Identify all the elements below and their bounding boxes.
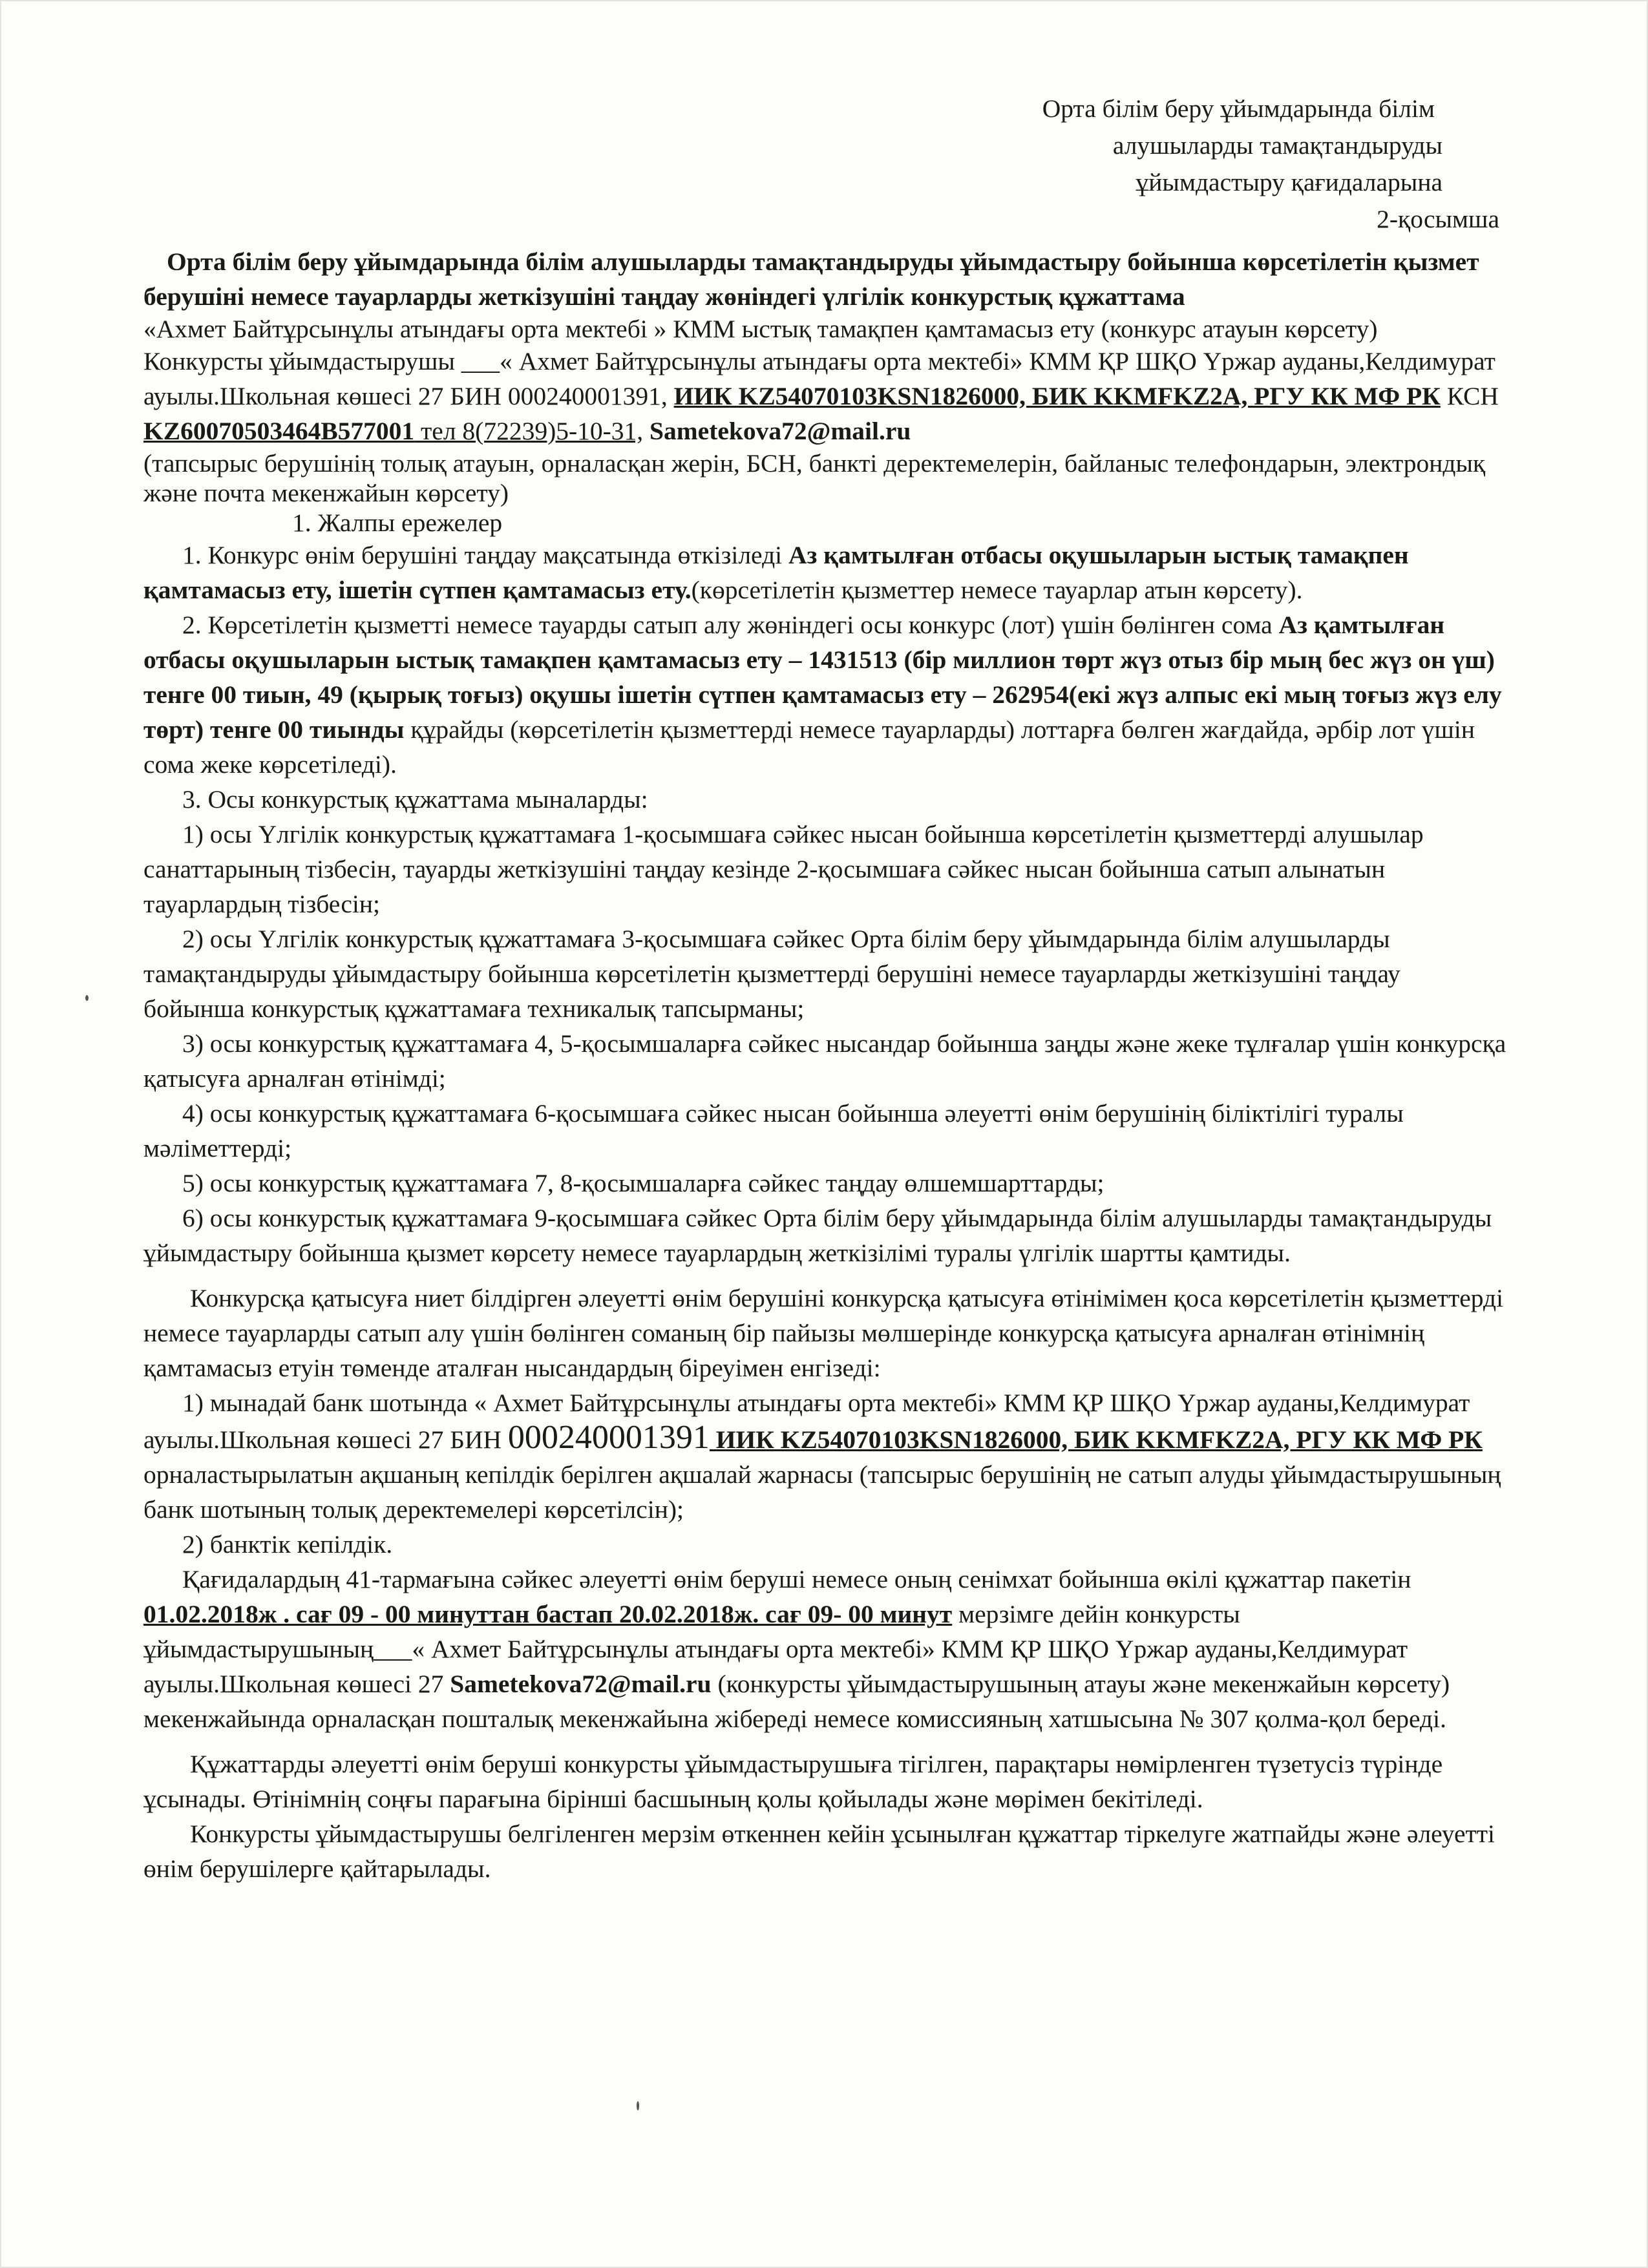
paragraph-1 [143, 538, 1507, 607]
annex-line-3: ұйымдастыру қағидаларына [1136, 168, 1442, 196]
paragraph-1-end: (көрсетілетін қызметтер немесе тауарлар атын көрсету). [691, 576, 1303, 604]
organizer-ksn-label: КСН [1440, 382, 1499, 410]
annex-line-2: алушыларды тамақтандыруды [1112, 131, 1442, 160]
organizer-bank-details: ИИК KZ54070103KSN1826000, БИК KKMFKZ2A, РГУ КК МФ РК [673, 382, 1441, 410]
paragraph-5-end: (конкурсты ұйымдастырушының атауы және мекенжайын көрсету) мекенжайында орналасқан пошталық мекенжайына жібереді немесе комиссияның хатшысына № 307 қолма-қол береді. [143, 1670, 1450, 1733]
submission-dates: 01.02.2018ж . сағ 09 - 00 минуттан бастап 20.02.2018ж. сағ 09- 00 минут [143, 1600, 953, 1628]
paragraph-7: Конкурсты ұйымдастырушы белгіленген мерзім өткеннен кейін ұсынылған құжаттар тіркелуге жатпайды және әлеуетті өнім берушілерге қайтарылады. [143, 1820, 1495, 1883]
organizer-email: Sametekova72@mail.ru [643, 417, 911, 445]
bank-item-bin: 000240001391 [507, 1419, 710, 1456]
contest-name: «Ахмет Байтұрсынұлы атындағы орта мектебі » КММ ыстық тамақпен қамтамасыз ету (конкурс атауын көрсету) [143, 315, 1378, 343]
section-heading: 1. Жалпы ережелер [292, 509, 503, 537]
document-page [143, 90, 1507, 1886]
list-item: 2) осы Үлгілік конкурстық құжаттамаға 3-қосымшаға сәйкес Орта білім беру ұйымдарында білім алушыларды тамақтандыруды ұйымдастыру бойынша көрсетілетін қызметтерді берушіні немесе тауарларды жеткізушіні таңдау бойынша конкурстық құжаттамаға техникалық тапсырманы; [143, 925, 1400, 1023]
paragraph-1-bold: Аз қамтылған отбасы оқушыларын ыстық тамақпен қамтамасыз ету, ішетін сүтпен қамтамасыз ету. [143, 541, 1409, 604]
paragraph-4: Конкурсқа қатысуға ниет білдірген әлеуетті өнім берушіні конкурсқа қатысуға өтінімімен қоса көрсетілетін қызметтерді немесе тауарларды сатып алу үшін бөлінген соманың бір пайызы мөлшерінде конкурсқа қатысуға арналған өтінімнің қамтамасыз етуін төменде аталған нысандардың біреуімен енгізеді: [143, 1284, 1504, 1382]
paragraph-5-start: Қағидалардың 41-тармағына сәйкес әлеуетті өнім беруші немесе оның сенімхат бойынша өкілі құжаттар пакетін [182, 1565, 1411, 1593]
list-item: 3) осы конкурстық құжаттамаға 4, 5-қосымшаларға сәйкес нысандар бойынша заңды және жеке тұлғалар үшін конкурсқа қатысуға арналған өтінімді; [143, 1029, 1506, 1093]
bank-item-end: орналастырылатын ақшаның кепілдік берілген ақшалай жарнасы (тапсырыс берушінің не сатып алуды ұйымдастырушының банк шотының толық деректемелері көрсетілсін); [143, 1460, 1501, 1524]
paragraph-5-mid: мерзімге дейін конкурсты ұйымдастырушының___« Ахмет Байтұрсынұлы атындағы орта мектебі» КММ ҚР ШҚО Үржар ауданы,Келдимурат ауылы.Школьная көшесі 27 [143, 1600, 1408, 1698]
paragraph-2-start: 2. Көрсетілетін қызметті немесе тауарды сатып алу жөніндегі осы конкурс (лот) үшін бөлінген сома [182, 611, 1279, 639]
scan-speck [637, 2101, 639, 2110]
bank-account-item [143, 1385, 1507, 1527]
organizer-phone: тел 8(72239)5-10-31, [414, 417, 644, 445]
annex-line-1: Орта білім беру ұйымдарында білім [1042, 94, 1435, 123]
organizer-name-address: Ахмет Байтұрсынұлы атындағы орта мектебі» КММ ҚР ШҚО Үржар ауданы,Келдимурат ауылы.Школьная көшесі 27 БИН 000240001391, [143, 347, 1495, 410]
list-item: 4) осы конкурстық құжаттамаға 6-қосымшаға сәйкес нысан бойынша әлеуетті өнім берушінің біліктілігі туралы мәліметтерді; [143, 1099, 1404, 1162]
organizer-ksn: KZ60070503464B577001 [143, 417, 415, 445]
scan-speck [85, 995, 89, 1001]
bank-guarantee-item: 2) банктік кепілдік. [182, 1530, 393, 1559]
bank-item-details: ИИК KZ54070103KSN1826000, БИК KKMFKZ2A, РГУ КК МФ РК [709, 1425, 1483, 1454]
document-title: Орта білім беру ұйымдарында білім алушыларды тамақтандыруды ұйымдастыру бойынша көрсетілетін қызмет берушіні немесе тауарларды жеткізушіні таңдау жөніндегі үлгілік конкурстық құжаттама [143, 247, 1479, 311]
paragraph-2-bold: Аз қамтылған отбасы оқушыларын ыстық тамақпен қамтамасыз ету – 1431513 (бір миллион төрт жүз отыз бір мың бес жүз он үш) тенге 00 тиын, 49 (қырық тоғыз) оқушы ішетін сүтпен қамтамасыз ету – 262954(екі жүз алпыс екі мың тоғыз жүз елу төрт) тенге 00 тиынды [143, 611, 1502, 744]
paragraph-5-email: Sametekova72@mail.ru [450, 1670, 712, 1698]
annex-line-4: 2-қосымша [1377, 205, 1499, 233]
list-item: 5) осы конкурстық құжаттамаға 7, 8-қосымшаларға сәйкес таңдау өлшемшарттарды; [182, 1169, 1104, 1197]
bank-item-start: 1) мынадай банк шотында « Ахмет Байтұрсынұлы атындағы орта мектебі» КММ ҚР ШҚО Үржар ауданы,Келдимурат ауылы.Школьная көшесі 27 БИН [143, 1389, 1470, 1454]
paragraph-6: Құжаттарды әлеуетті өнім беруші конкурсты ұйымдастырушыға тігілген, парақтары нөмірленген түзетусіз түрінде ұсынады. Өтінімнің соңғы парағына бірінші басшының қолы қойылады және мөрімен бекітіледі. [143, 1750, 1443, 1813]
list-item: 1) осы Үлгілік конкурстық құжаттамаға 1-қосымшаға сәйкес нысан бойынша көрсетілетін қызметтерді алушылар санаттарының тізбесін, тауарды жеткізушіні таңдау кезінде 2-қосымшаға сәйкес нысан бойынша сатып алынатын тауарлардың тізбесін; [143, 820, 1424, 918]
paragraph-2-end: құрайды (көрсетілетін қызметтерді немесе тауарларды) лоттарға бөлген жағдайда, әрбір лот үшін сома жеке көрсетіледі). [143, 715, 1475, 779]
organizer-note: (тапсырыс берушінің толық атауын, орналасқан жерін, БСН, банкті деректемелерін, байланыс телефондарын, электрондық және почта мекенжайын көрсету) [143, 449, 1486, 507]
annex-header [143, 90, 1507, 238]
organizer-block [143, 344, 1507, 448]
paragraph-1-start: 1. Конкурс өнім берушіні таңдау мақсатында өткізіледі [182, 541, 789, 569]
organizer-prefix: Конкурсты ұйымдастырушы ___« [143, 347, 512, 375]
paragraph-2 [143, 607, 1507, 782]
list-item: 6) осы конкурстық құжаттамаға 9-қосымшаға сәйкес Орта білім беру ұйымдарында білім алушыларды тамақтандыруды ұйымдастыру бойынша қызмет көрсету немесе тауарлардың жеткізілімі туралы үлгілік шартты қамтиды. [143, 1204, 1492, 1267]
paragraph-3: 3. Осы конкурстық құжаттама мыналарды: [182, 785, 648, 814]
paragraph-5 [143, 1562, 1507, 1736]
